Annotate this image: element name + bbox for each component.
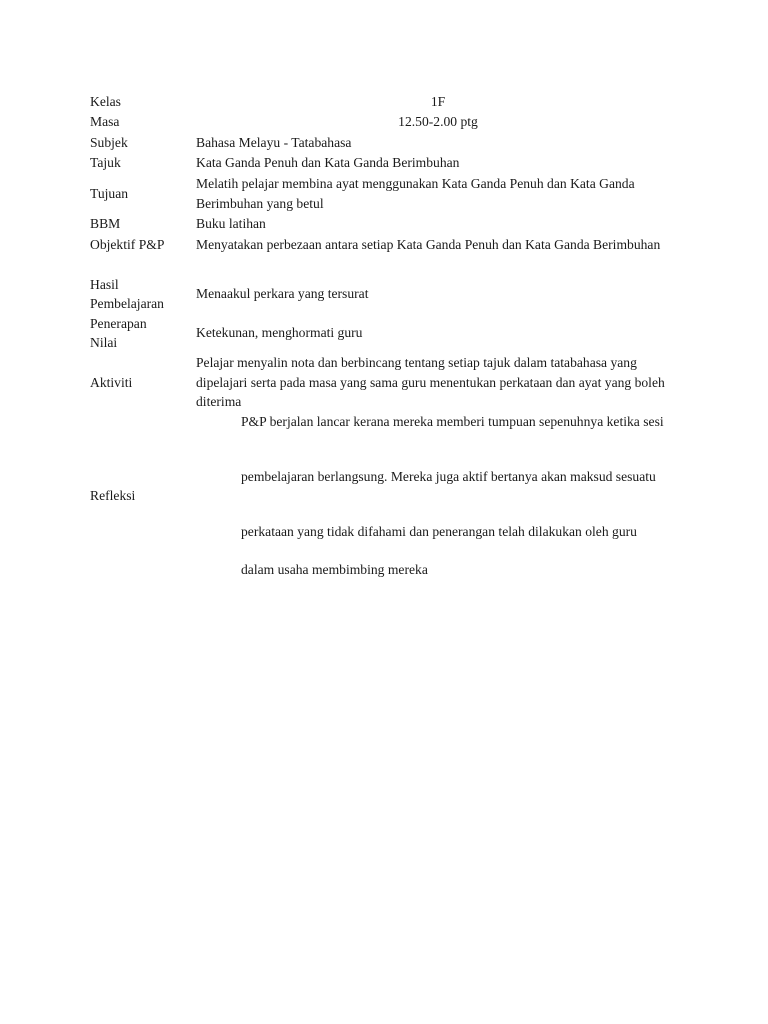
label-hasil-pembelajaran [90,275,196,313]
value-masa: 12.50-2.00 ptg [398,114,478,129]
label-hasil-line2: Pembelajaran [90,296,164,311]
value-hasil-pembelajaran: Menaakul perkara yang tersurat [196,286,369,302]
refleksi-paragraph-3: perkataan yang tidak difahami dan penerangan telah dilakukan oleh guru [241,524,637,539]
row-objektif [90,235,680,255]
row-bbm [90,214,680,234]
refleksi-paragraph-4: dalam usaha membimbing mereka [241,562,428,577]
value-tujuan: Melatih pelajar membina ayat menggunakan Kata Ganda Penuh dan Kata Ganda Berimbuhan yang betul [196,176,635,211]
row-subjek [90,133,680,153]
row-tujuan [90,174,680,213]
row-penerapan-nilai [90,314,680,352]
label-penerapan-line2: Nilai [90,335,118,350]
label-kelas: Kelas [90,94,121,110]
row-masa [90,112,680,132]
label-masa: Masa [90,114,120,130]
label-refleksi: Refleksi [90,488,136,503]
label-tujuan: Tujuan [90,186,129,201]
value-bbm: Buku latihan [196,216,266,231]
row-hasil-pembelajaran [90,275,680,313]
label-tajuk: Tajuk [90,155,121,171]
label-objektif: Objektif P&P [90,237,165,253]
row-aktiviti [90,353,680,412]
refleksi-paragraph-1: P&P berjalan lancar kerana mereka memberi tumpuan sepenuhnya ketika sesi [241,414,664,429]
label-penerapan-nilai [90,314,196,352]
row-kelas [90,92,680,112]
label-penerapan-line1: Penerapan [90,316,147,331]
value-subjek: Bahasa Melayu - Tatabahasa [196,135,352,150]
label-hasil-line1: Hasil [90,277,119,292]
value-aktiviti: Pelajar menyalin nota dan berbincang tentang setiap tajuk dalam tatabahasa yang dipelajari serta pada masa yang sama guru menentukan perkataan dan ayat yang boleh diterima [196,355,665,409]
value-tajuk: Kata Ganda Penuh dan Kata Ganda Berimbuhan [196,155,460,170]
refleksi-paragraph-2: pembelajaran berlangsung. Mereka juga aktif bertanya akan maksud sesuatu [241,469,656,484]
label-aktiviti: Aktiviti [90,374,133,390]
row-tajuk [90,153,680,173]
label-bbm: BBM [90,216,121,232]
value-penerapan-nilai: Ketekunan, menghormati guru [196,325,363,341]
value-kelas: 1F [430,94,446,109]
label-subjek: Subjek [90,135,128,151]
value-objektif: Menyatakan perbezaan antara setiap Kata Ganda Penuh dan Kata Ganda Berimbuhan [196,237,661,252]
